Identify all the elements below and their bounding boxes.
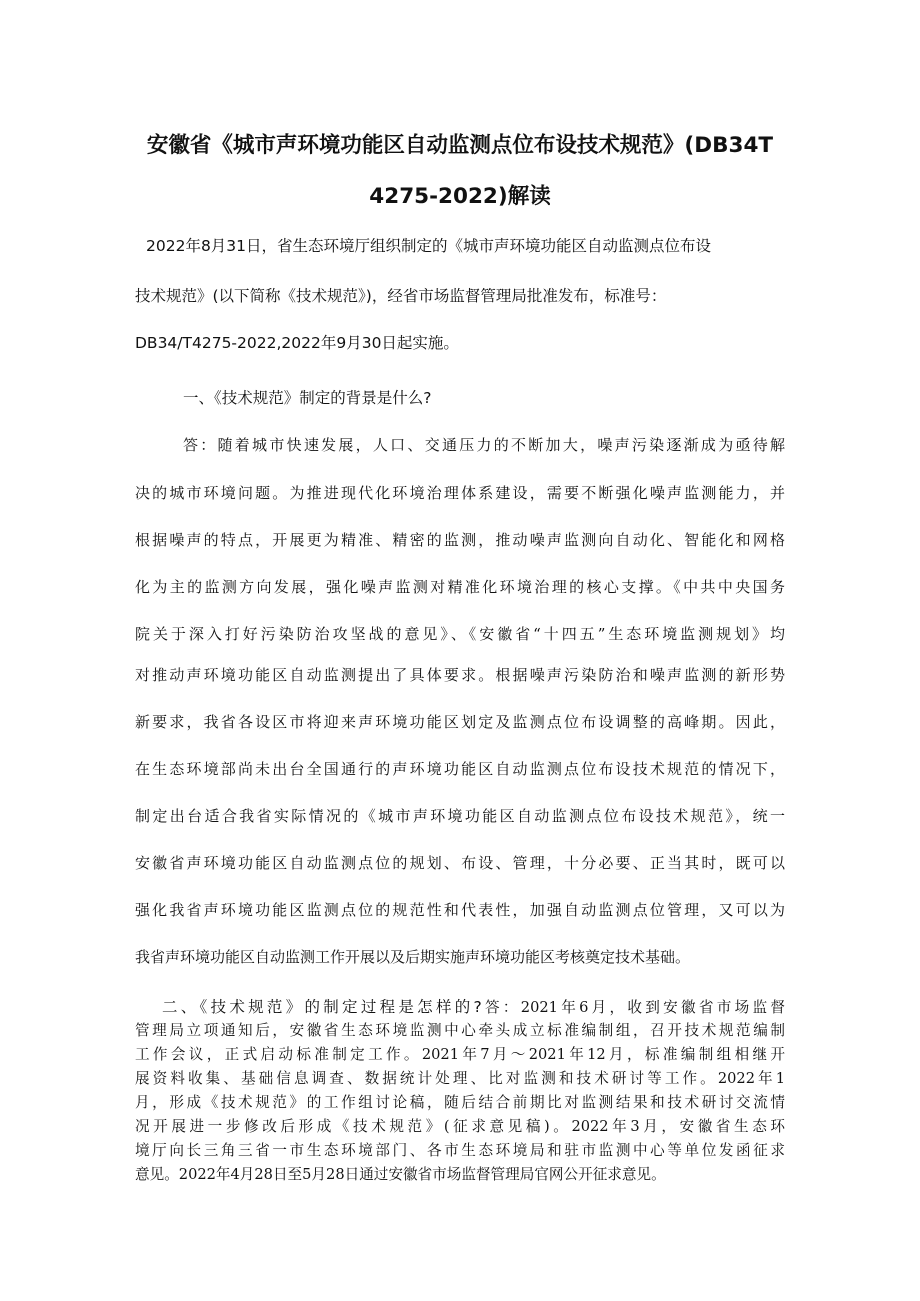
section-1-line: 院关于深入打好污染防治攻坚战的意见》、《安徽省“十四五”生态环境监测规划》均: [135, 625, 785, 643]
section-2-line: 意见。2022年4月28日至5月28日通过安徽省市场监督管理局官网公开征求意见。: [135, 1166, 666, 1183]
section-2-line: 展资料收集、基础信息调查、数据统计处理、比对监测和技术研讨等工作。2022年1: [135, 1070, 785, 1087]
section-1-line: 安徽省声环境功能区自动监测点位的规划、布设、管理，十分必要、正当其时，既可以: [135, 854, 785, 872]
section-2-heading: 二、《技术规范》的制定过程是怎样的?: [162, 998, 482, 1016]
section-1-line: 制定出台适合我省实际情况的《城市声环境功能区自动监测点位布设技术规范》，统一: [135, 807, 785, 825]
section-2-line: 工作会议，正式启动标准制定工作。2021年7月～2021年12月，标准编制组相继开: [135, 1046, 785, 1063]
document-title-line-2: 4275-2022)解读: [369, 184, 551, 209]
section-1-line: 对推动声环境功能区自动监测提出了具体要求。根据噪声污染防治和噪声监测的新形势: [135, 666, 785, 684]
section-2-line: 境厅向长三角三省一市生态环境部门、各市生态环境局和驻市监测中心等单位发函征求: [135, 1142, 785, 1159]
section-1-line: 强化我省声环境功能区监测点位的规范性和代表性，加强自动监测点位管理，又可以为: [135, 901, 785, 919]
section-2-line: 管理局立项通知后，安徽省生态环境监测中心牵头成立标准编制组，召开技术规范编制: [135, 1022, 785, 1039]
section-1-line: 化为主的监测方向发展，强化噪声监测对精准化环境治理的核心支撑。《中共中央国务: [135, 578, 785, 596]
section-1-line: 在生态环境部尚未出台全国通行的声环境功能区自动监测点位布设技术规范的情况下，: [135, 760, 785, 778]
intro-line-3: DB34/T4275-2022,2022年9月30日起实施。: [135, 334, 459, 352]
intro-line-2: 技术规范》(以下简称《技术规范》)，经省市场监督管理局批准发布，标准号：: [135, 287, 667, 305]
section-1-line: 我省声环境功能区自动监测工作开展以及后期实施声环境功能区考核奠定技术基础。: [135, 948, 691, 966]
section-2-line: 况开展进一步修改后形成《技术规范》(征求意见稿)。2022年3月，安徽省生态环: [135, 1118, 785, 1135]
section-1-line: 答：随着城市快速发展，人口、交通压力的不断加大，噪声污染逐渐成为亟待解: [183, 436, 785, 454]
section-1-line: 新要求，我省各设区市将迎来声环境功能区划定及监测点位布设调整的高峰期。因此，: [135, 713, 785, 731]
intro-line-1: 2022年8月31日，省生态环境厅组织制定的《城市声环境功能区自动监测点位布设: [146, 237, 712, 255]
document-title-line-1: 安徽省《城市声环境功能区自动监测点位布设技术规范》(DB34T: [146, 133, 774, 158]
section-1-heading: 一、《技术规范》制定的背景是什么?: [183, 389, 432, 407]
section-2-first-text: 答：2021年6月，收到安徽省市场监督: [481, 999, 785, 1016]
section-2-first-line: [162, 996, 785, 1019]
section-1-line: 决的城市环境问题。为推进现代化环境治理体系建设，需要不断强化噪声监测能力，并: [135, 484, 785, 502]
section-2-line: 月，形成《技术规范》的工作组讨论稿，随后结合前期比对监测结果和技术研讨交流情: [135, 1094, 785, 1111]
section-1-line: 根据噪声的特点，开展更为精准、精密的监测，推动噪声监测向自动化、智能化和网格: [135, 531, 785, 549]
